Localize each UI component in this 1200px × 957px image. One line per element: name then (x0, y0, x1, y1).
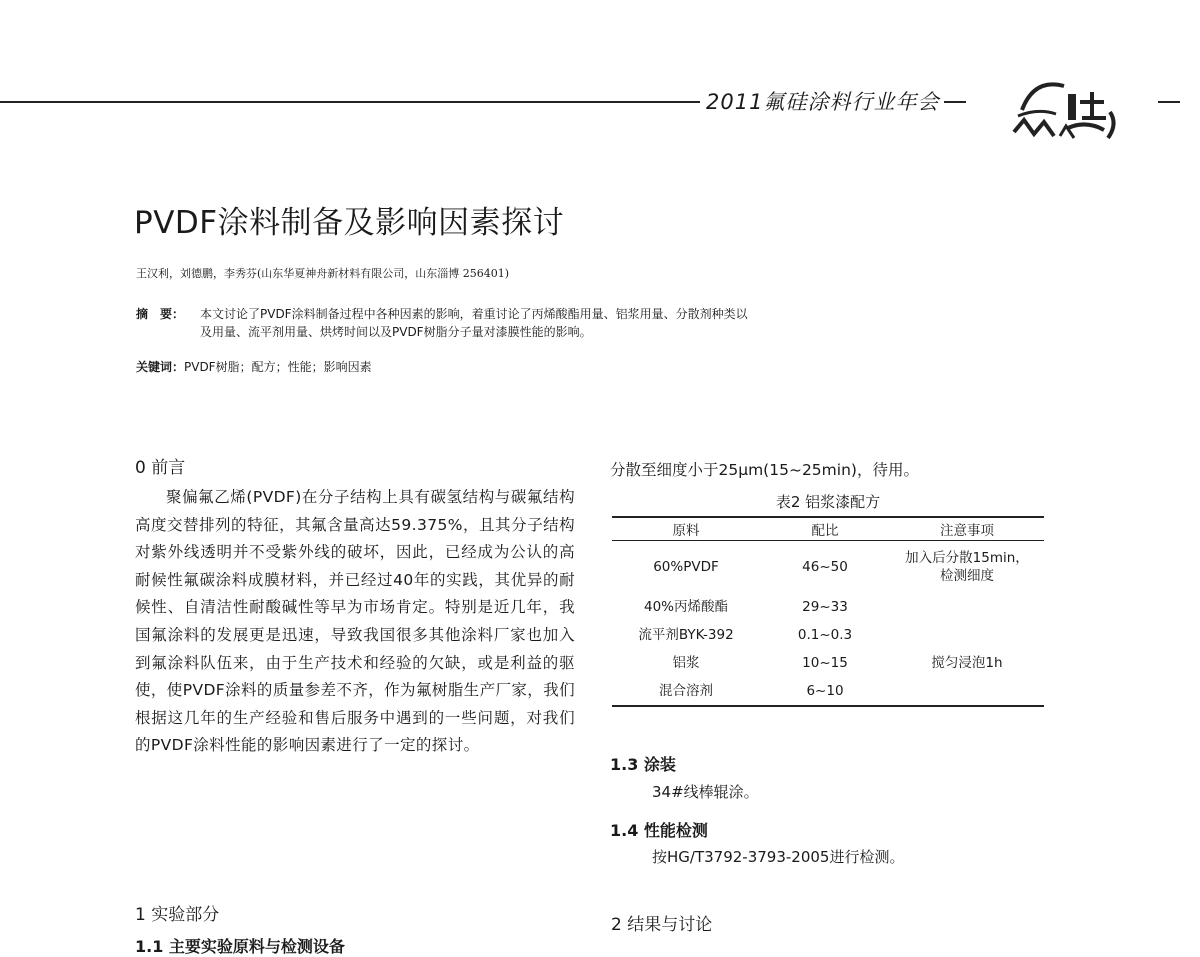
table-cell: 29~33 (802, 599, 848, 615)
section-1-4-text: 按HG/T3792-3793-2005进行检测。 (652, 848, 905, 866)
section-1-1-heading: 1.1 主要实验原料与检测设备 (135, 937, 345, 956)
table-cell: 60%PVDF (653, 559, 719, 575)
header-rule-mid (944, 101, 966, 103)
table-row (612, 593, 1044, 621)
authors-line: 王汉利，刘德鹏，李秀芬(山东华夏神舟新材料有限公司，山东淄博 256401) (136, 267, 510, 280)
table-row (612, 677, 1044, 706)
table-cell: 搅匀浸泡1h (931, 655, 1003, 671)
table-cell: 铝浆 (672, 655, 700, 671)
table-cell: 10~15 (802, 655, 848, 671)
formula-table (612, 516, 1044, 707)
abstract-label: 摘 要： (136, 307, 185, 321)
table-cell: 流平剂BYK-392 (638, 627, 734, 643)
section-1-heading: 1 实验部分 (135, 905, 220, 925)
section-0-paragraph: 聚偏氟乙烯(PVDF)在分子结构上具有碳氢结构与碳氟结构高度交替排列的特征，其氟含量高达59.375%，且其分子结构对紫外线透明并不受紫外线的破坏，因此，已经成为公认的高耐候性氟碳涂料成膜材料，并已经过40年的实践，其优异的耐候性、自清洁性耐酸碱性等早为市场肯定。特别是近几年，我国氟涂料的发展更是迅速，导致我国很多其他涂料厂家也加入到氟涂料队伍来，由于生产技术和经验的欠缺，或是利益的驱使，使PVDF涂料的质量参差不齐，作为氟树脂生产厂家，我们根据这几年的生产经验和售后服务中遇到的一些问题，对我们的PVDF涂料性能的影响因素进行了一定的探讨。 (135, 488, 575, 755)
article-title: PVDF涂料制备及影响因素探讨 (134, 205, 565, 241)
abstract-text-line1: 本文讨论了PVDF涂料制备过程中各种因素的影响，着重讨论了丙烯酸酯用量、铝浆用量、分散剂种类以 (200, 307, 748, 321)
table-header-cell: 原料 (612, 517, 760, 541)
running-title: 2011氟硅涂料行业年会 (706, 90, 940, 114)
table-cell (890, 677, 1044, 706)
abstract (136, 305, 996, 341)
right-column-continued-text: 分散至细度小于25μm(15~25min)，待用。 (610, 461, 919, 479)
section-2-heading: 2 结果与讨论 (611, 915, 713, 935)
section-1-3-heading: 1.3 涂装 (610, 755, 676, 774)
table-cell (890, 593, 1044, 621)
keywords-label: 关键词： (136, 360, 185, 374)
table-row (612, 621, 1044, 649)
table-row (612, 541, 1044, 594)
table-header-row (612, 517, 1044, 541)
table-cell (890, 621, 1044, 649)
header-rule-right (1158, 101, 1180, 103)
table-cell: 40%丙烯酸酯 (643, 599, 728, 615)
table-header-cell: 配比 (760, 517, 890, 541)
table-header-cell: 注意事项 (890, 517, 1044, 541)
keywords-text: PVDF树脂；配方；性能；影响因素 (184, 360, 372, 374)
table-row (612, 649, 1044, 677)
table-caption: 表2 铝浆漆配方 (775, 493, 881, 511)
table-cell: 6~10 (760, 677, 890, 706)
conference-logo-icon (1008, 72, 1128, 144)
header-rule-left (0, 101, 700, 103)
table-cell: 混合溶剂 (612, 677, 760, 706)
table-cell: 46~50 (802, 559, 848, 575)
section-1-3-text: 34#线棒辊涂。 (652, 783, 759, 801)
table-cell: 0.1~0.3 (797, 627, 853, 643)
table-cell: 加入后分散15min， 检测细度 (905, 550, 1029, 584)
section-1-4-heading: 1.4 性能检测 (610, 821, 708, 840)
keywords (136, 358, 372, 375)
section-0-heading: 0 前言 (135, 458, 186, 478)
abstract-text-line2: 及用量、流平剂用量、烘烤时间以及PVDF树脂分子量对漆膜性能的影响。 (200, 325, 592, 339)
left-column (135, 456, 575, 760)
